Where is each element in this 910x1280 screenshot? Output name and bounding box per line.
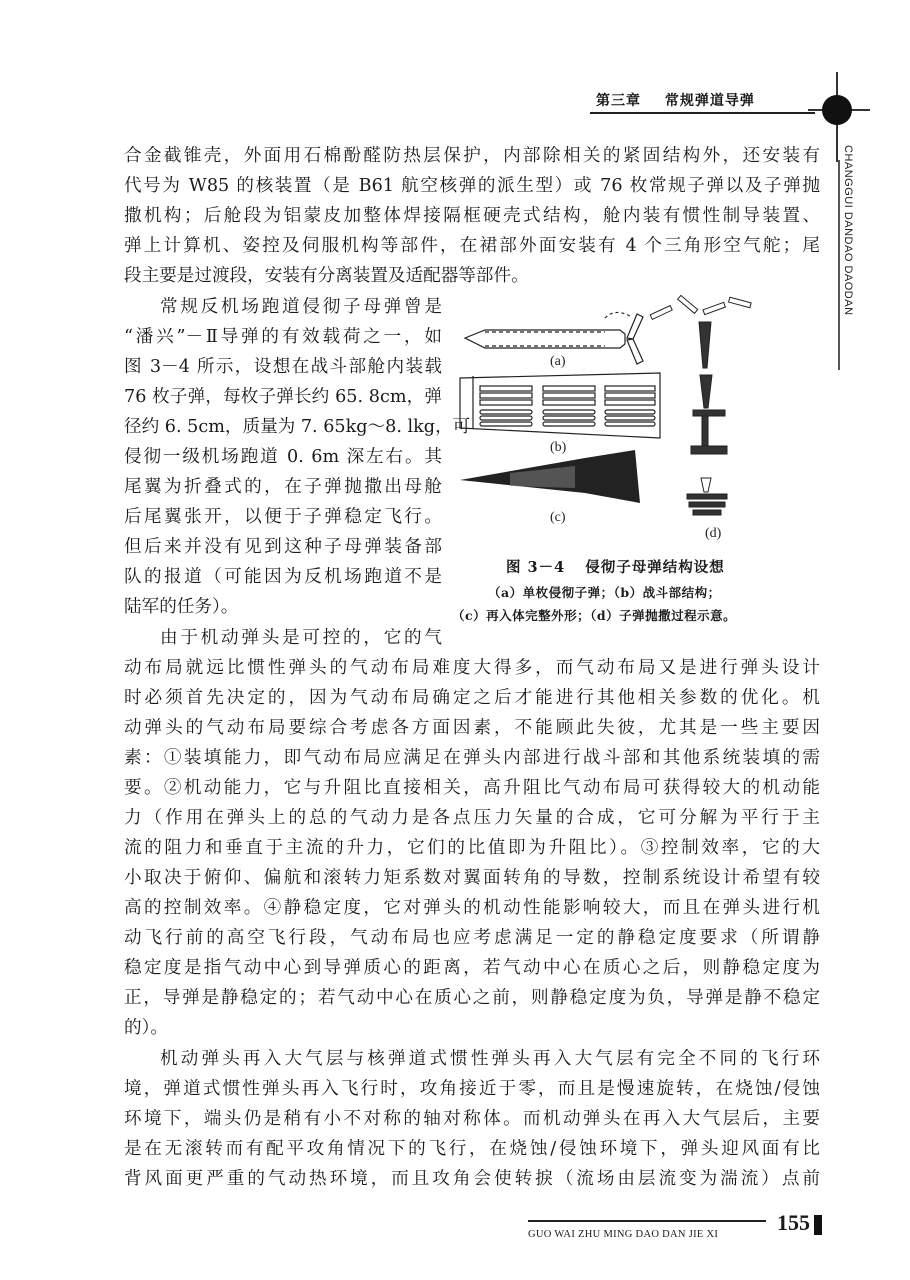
text-line: 动弹头的气动布局要综合考虑各方面因素，不能顾此失彼，尤其是一些主要因 (124, 718, 820, 738)
chapter-number: 第三章 (596, 93, 641, 109)
header-rule (590, 112, 815, 114)
dispersal-process-drawing (650, 295, 751, 515)
text-line: 稳定度是指气动中心到导弹质心的距离，若气动中心在质心之后，则静稳定度为 (124, 958, 820, 978)
side-rule (838, 160, 840, 370)
text-line: 是在无滚转而有配平攻角情况下的飞行，在烧蚀/侵蚀环境下，弹头迎风面有比 (124, 1139, 820, 1159)
submunition-rows (480, 386, 655, 426)
text-line: 图 3－4 所示，设想在战斗部舱内装载 (124, 357, 442, 377)
chapter-title: 常规弹道导弹 (664, 93, 755, 109)
figure-title: 侵彻子母弹结构设想 (585, 559, 725, 576)
warhead-structure-drawing (460, 373, 660, 438)
text-line: 弹上计算机、姿控及伺服机构等部件，在裙部外面安装有 4 个三角形空气舵；尾 (124, 236, 820, 256)
text-line: 后尾翼张开，以便于子弹稳定飞行。 (124, 507, 442, 527)
text-line: 的）。 (124, 1018, 168, 1038)
text-line: 常规反机场跑道侵彻子母弹曾是 (160, 297, 442, 317)
figure-caption-line: （a）单枚侵彻子弹；（b）战斗部结构； (488, 585, 721, 600)
footer-running-title: GUO WAI ZHU MING DAO DAN JIE XI (528, 1229, 719, 1240)
text-line: 素：①装填能力，即气动布局应满足在弹头内部进行战斗部和其他系统装填的需 (124, 748, 820, 768)
text-line: 背风面更严重的气动热环境，而且攻角会使转捩（流场由层流变为湍流）点前 (124, 1169, 820, 1189)
text-line: 机动弹头再入大气层与核弹道式惯性弹头再入大气层有完全不同的飞行环 (160, 1049, 820, 1069)
text-line: 队的报道（可能因为反机场跑道不是 (124, 567, 442, 587)
text-line: 段主要是过渡段，安装有分离装置及适配器等部件。 (124, 266, 529, 286)
text-line: 流的阻力和垂直于主流的升力，它们的比值即为升阻比）。③控制效率，它的大 (124, 838, 820, 858)
text-line: 代号为 W85 的核装置（是 B61 航空核弹的派生型）或 76 枚常规子弹以及子弹抛 (124, 176, 820, 196)
text-line: 尾翼为折叠式的，在子弹抛撒出母舱 (124, 477, 442, 497)
page-number: 155 (777, 1210, 810, 1235)
figure-number: 图 3－4 (506, 559, 566, 576)
figure-caption-line: （c）再入体完整外形；（d）子弹抛撒过程示意。 (452, 608, 737, 623)
text-line: 由于机动弹头是可控的，它的气 (160, 628, 442, 648)
crosshair-ornament-icon (822, 95, 852, 125)
text-line: 时必须首先决定的，因为气动布局确定之后才能进行其他相关参数的优化。机 (124, 688, 820, 708)
text-line: 力（作用在弹头上的总的气动力是各点压力矢量的合成，它可分解为平行于主 (124, 808, 820, 828)
text-line: 正，导弹是静稳定的；若气动中心在质心之前，则静稳定度为负，导弹是静不稳定 (124, 988, 820, 1008)
figure-label-b: (b) (550, 440, 567, 455)
text-line: 动飞行前的高空飞行段，气动布局也应考虑满足一定的静稳定度要求（所谓静 (124, 928, 820, 948)
text-line: 合金截锥壳，外面用石棉酚醛防热层保护，内部除相关的紧固结构外，还安装有 (124, 146, 820, 166)
running-header (596, 90, 773, 110)
text-line: 撒机构；后舱段为铝蒙皮加整体焊接隔框硬壳式结构，舱内装有惯性制导装置、 (124, 206, 820, 226)
figure-label-c: (c) (550, 510, 566, 525)
figure-label-d: (d) (705, 526, 722, 541)
text-line: 小取决于俯仰、偏航和滚转力矩系数对翼面转角的导数，控制系统设计希望有较 (124, 868, 820, 888)
text-line: 动布局就远比惯性弹头的气动布局难度大得多，而气动布局又是进行弹头设计 (124, 658, 820, 678)
figure-caption-title (506, 556, 725, 577)
figure-label-a: (a) (550, 354, 566, 369)
text-line: 高的控制效率。④静稳定度，它对弹头的机动性能影响较大，而且在弹头进行机 (124, 898, 820, 918)
figure-3-4 (455, 288, 815, 550)
text-line: 境，弹道式惯性弹头再入飞行时，攻角接近于零，而且是慢速旋转，在烧蚀/侵蚀 (124, 1079, 820, 1099)
text-line: 径约 6. 5cm，质量为 7. 65kg～8. lkg，可 (124, 417, 471, 437)
text-line: 但后来并没有见到这种子母弹装备部 (124, 537, 442, 557)
submunition-illustration (455, 288, 815, 550)
side-running-title: CHANGGUI DANDAO DAODAN (842, 145, 854, 316)
page-marker-block (814, 1215, 822, 1235)
text-line: 76 枚子弹，每枚子弹长约 65. 8cm，弹 (124, 387, 442, 407)
text-line: 环境下，端头仍是稍有小不对称的轴对称体。而机动弹头在再入大气层后，主要 (124, 1109, 820, 1129)
text-line: 侵彻一级机场跑道 0. 6m 深左右。其 (124, 447, 442, 467)
footer-rule (528, 1220, 766, 1222)
text-line: 陆军的任务）。 (124, 597, 239, 617)
text-line: “潘兴”－Ⅱ导弹的有效载荷之一，如 (124, 327, 442, 347)
text-line: 要。②机动能力，它与升阻比直接相关，高升阻比气动布局可获得较大的机动能 (124, 778, 820, 798)
